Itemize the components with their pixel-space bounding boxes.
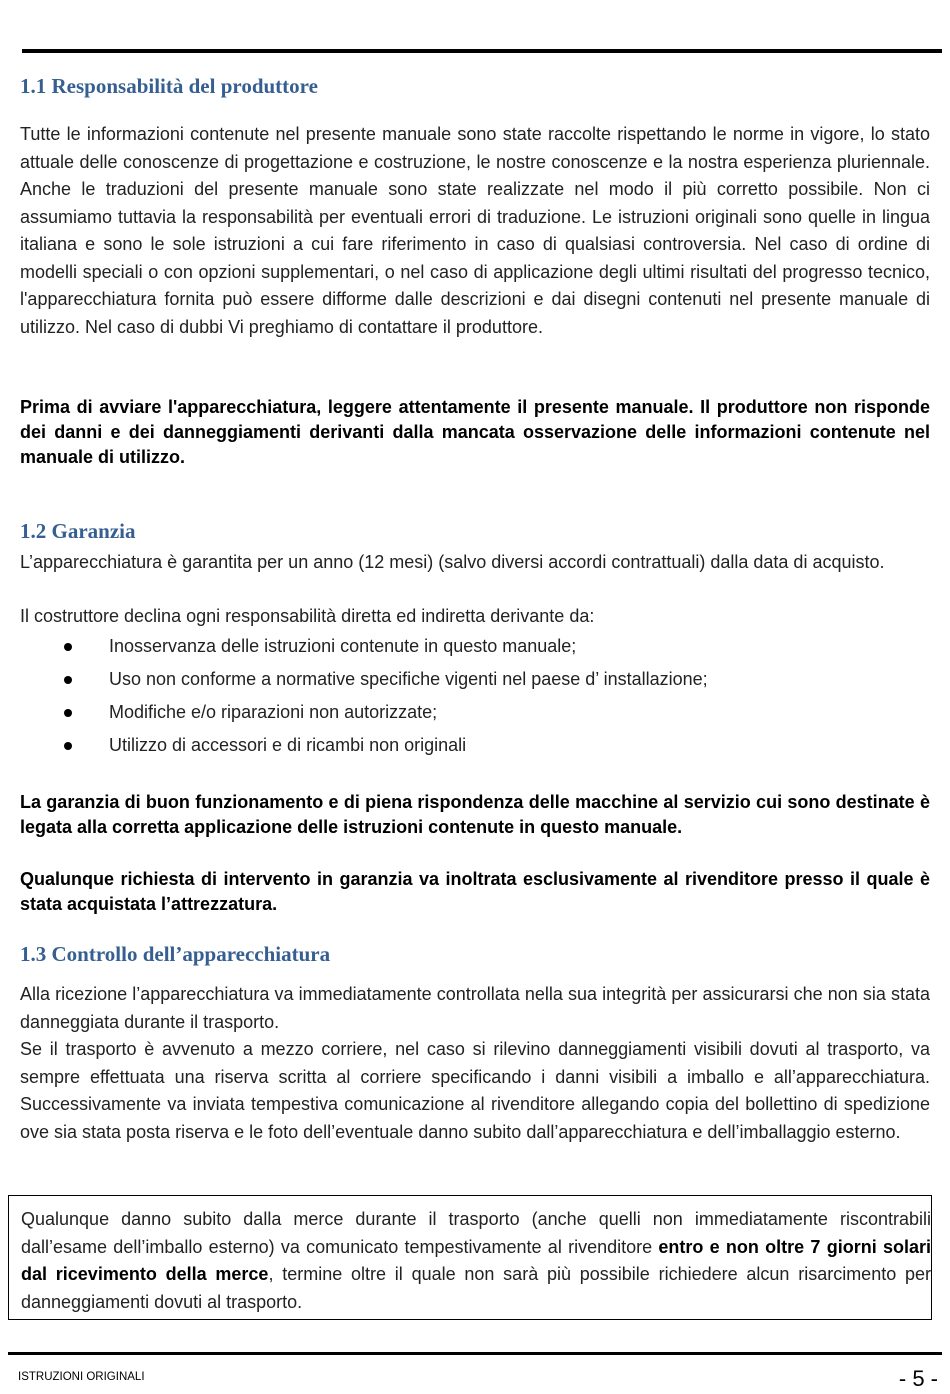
bullet-icon	[64, 643, 72, 651]
section-title-responsabilita: 1.1 Responsabilità del produttore	[20, 74, 318, 98]
transport-damage-notice	[21, 1206, 931, 1316]
list-item	[20, 663, 708, 696]
list-item-text: Utilizzo di accessori e di ricambi non originali	[109, 735, 467, 755]
paragraph-garanzia-declina: Il costruttore declina ogni responsabilità diretta ed indiretta derivante da:	[20, 606, 595, 626]
bold-note-garanzia-richiesta: Qualunque richiesta di intervento in garanzia va inoltrata esclusivamente al rivenditore presso il quale è stata acquistata l’attrezzatura.	[20, 869, 930, 914]
footer-label: ISTRUZIONI ORIGINALI	[18, 1371, 145, 1383]
notice-text-end: , termine oltre il quale non sarà più possibile richiedere alcun risarcimento per danneggiamenti dovuti al trasporto.	[21, 1264, 932, 1312]
header-rule	[22, 49, 942, 53]
paragraph-responsabilita: Tutte le informazioni contenute nel presente manuale sono state raccolte rispettando le norme in vigore, lo stato attuale delle conoscenze di progettazione e costruzione, le nostre conoscenze e la nostra esperienza pluriennale. Anche le traduzioni del presente manuale sono state realizzate nel modo il più corretto possibile. Non ci assumiamo tuttavia la responsabilità per eventuali errori di traduzione. Le istruzioni originali sono quelle in lingua italiana e sono le sole istruzioni a cui fare riferimento in caso di qualsiasi controversia. Nel caso di ordine di modelli speciali o con opzioni supplementari, o nel caso di applicazione degli ultimi risultati del progresso tecnico, l'apparecchiatura fornita può essere difforme dalle descrizioni e dai disegni contenuti nel presente manuale di utilizzo. Nel caso di dubbi Vi preghiamo di contattare il produttore.	[20, 124, 930, 337]
section-title-garanzia: 1.2 Garanzia	[20, 519, 136, 543]
notice-deadline: entro e non oltre 7 giorni solari dal ricevimento della merce	[21, 1236, 931, 1284]
list-item	[20, 696, 708, 729]
footer-rule	[8, 1352, 942, 1355]
transport-damage-notice-box	[8, 1195, 932, 1320]
list-item-text: Uso non conforme a normative specifiche vigenti nel paese d’ installazione;	[109, 669, 708, 689]
list-item	[20, 729, 708, 762]
notice-text-start: Qualunque danno subito dalla merce durante il trasporto (anche quelli non immediatamente riscontrabili dall’esame dell’imballo esterno) va comunicato tempestivamente al rivenditore	[21, 1209, 931, 1257]
bold-note-responsabilita: Prima di avviare l'apparecchiatura, leggere attentamente il presente manuale. Il produttore non risponde dei danni e dei danneggiamenti derivanti dalla mancata osservazione delle informazioni contenute nel manuale di utilizzo.	[20, 397, 930, 467]
bullet-icon	[64, 676, 72, 684]
bold-note-garanzia-funzionamento: La garanzia di buon funzionamento e di piena rispondenza delle macchine al servizio cui sono destinate è legata alla corretta applicazione delle istruzioni contenute in questo manuale.	[20, 792, 930, 837]
paragraph-garanzia-durata: L’apparecchiatura è garantita per un anno (12 mesi) (salvo diversi accordi contrattuali) dalla data di acquisto.	[20, 552, 885, 572]
list-item-text: Modifiche e/o riparazioni non autorizzate;	[109, 702, 438, 722]
page-number: - 5 -	[898, 1366, 938, 1391]
paragraph-controllo-trasporto: Se il trasporto è avvenuto a mezzo corriere, nel caso si rilevino danneggiamenti visibili dovuti al trasporto, va sempre effettuata una riserva scritta al corriere specificando i danni visibili a imballo e all’apparecchiatura. Successivamente va inviata tempestiva comunicazione al rivenditore allegando copia del bollettino di spedizione ove sia stata posta riserva e le foto dell’eventuale danno subito dall’apparecchiatura e dell’imballaggio esterno.	[20, 1039, 930, 1142]
section-title-controllo: 1.3 Controllo dell’apparecchiatura	[20, 942, 331, 966]
bullet-icon	[64, 709, 72, 717]
paragraph-controllo-ricezione: Alla ricezione l’apparecchiatura va immediatamente controllata nella sua integrità per assicurarsi che non sia stata danneggiata durante il trasporto.	[20, 984, 930, 1032]
list-item-text: Inosservanza delle istruzioni contenute in questo manuale;	[109, 636, 577, 656]
list-item	[20, 630, 708, 663]
garanzia-bullet-list	[20, 630, 708, 762]
bullet-icon	[64, 742, 72, 750]
